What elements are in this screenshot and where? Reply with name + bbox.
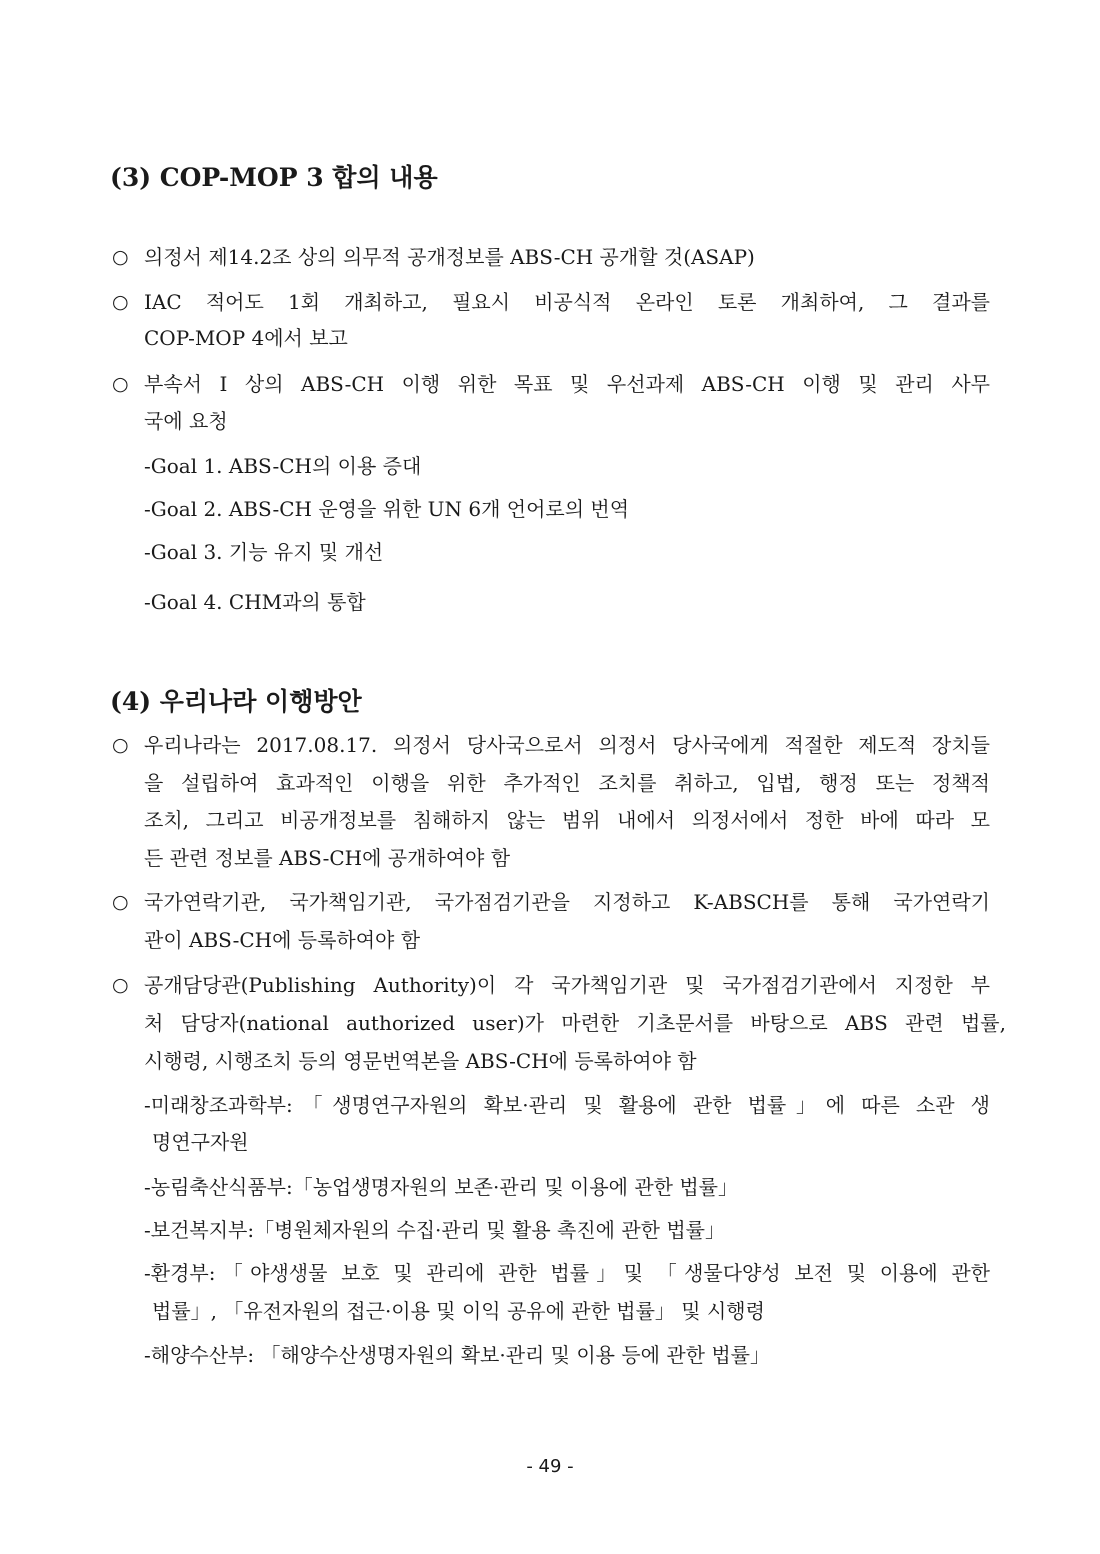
goal-item: -Goal 4. CHM과의 통합 (144, 590, 366, 614)
goal-item: -Goal 1. ABS-CH의 이용 증대 (144, 454, 422, 478)
ministry-item-line2: 명연구자원 (152, 1130, 249, 1154)
ministry-item: -해양수산부: 「해양수산생명자원의 확보·관리 및 이용 등에 관한 법률」 (144, 1343, 770, 1367)
s3-item1-line1: 의정서 제14.2조 상의 의무적 공개정보를 ABS-CH 공개할 것(ASAP) (144, 245, 755, 269)
s3-item2-line2: COP-MOP 4에서 보고 (144, 326, 348, 350)
bullet-marker: ○ (112, 891, 129, 913)
page-number: - 49 - (526, 1456, 574, 1477)
bullet-marker: ○ (112, 974, 129, 996)
s3-item3-line2: 국에 요청 (144, 409, 228, 433)
bullet-marker: ○ (112, 246, 129, 268)
section-4-heading: (4) 우리나라 이행방안 (110, 687, 362, 716)
bullet-marker: ○ (112, 291, 129, 313)
section-3-heading: (3) COP-MOP 3 합의 내용 (110, 163, 438, 192)
s4-item1-line1: 우리나라는 2017.08.17. 의정서 당사국으로서 의정서 당사국에게 적절한 제도적 장치들 (144, 733, 990, 757)
ministry-item: -보건복지부:「병원체자원의 수집·관리 및 활용 촉진에 관한 법률」 (144, 1218, 725, 1242)
bullet-marker: ○ (112, 734, 129, 756)
s4-item3-line2: 처 담당자(national authorized user)가 마련한 기초문서를 바탕으로 ABS 관련 법률, (144, 1011, 1006, 1035)
s4-item3-line1: 공개담당관(Publishing Authority)이 각 국가책임기관 및 국가점검기관에서 지정한 부 (144, 973, 990, 997)
s4-item1-line3: 조치, 그리고 비공개정보를 침해하지 않는 범위 내에서 의정서에서 정한 바에 따라 모 (144, 808, 990, 832)
goal-item: -Goal 3. 기능 유지 및 개선 (144, 540, 384, 564)
s4-item2-line2: 관이 ABS-CH에 등록하여야 함 (144, 928, 421, 952)
ministry-item-line1: -환경부:「야생생물 보호 및 관리에 관한 법률」및 「생물다양성 보전 및 이용에 관한 (144, 1261, 990, 1285)
ministry-item-line2: 법률」, 「유전자원의 접근·이용 및 이익 공유에 관한 법률」 및 시행령 (152, 1299, 765, 1323)
s4-item1-line2: 을 설립하여 효과적인 이행을 위한 추가적인 조치를 취하고, 입법, 행정 또는 정책적 (144, 771, 990, 795)
ministry-item-line1: -미래창조과학부:「생명연구자원의 확보·관리 및 활용에 관한 법률」에 따른 소관 생 (144, 1093, 990, 1117)
s4-item3-line3: 시행령, 시행조치 등의 영문번역본을 ABS-CH에 등록하여야 함 (144, 1049, 697, 1073)
s4-item2-line1: 국가연락기관, 국가책임기관, 국가점검기관을 지정하고 K-ABSCH를 통해 국가연락기 (144, 890, 990, 914)
ministry-item: -농림축산식품부:「농업생명자원의 보존·관리 및 이용에 관한 법률」 (144, 1175, 738, 1199)
s3-item3-line1: 부속서 I 상의 ABS-CH 이행 위한 목표 및 우선과제 ABS-CH 이행 및 관리 사무 (144, 372, 990, 396)
s4-item1-line4: 든 관련 정보를 ABS-CH에 공개하여야 함 (144, 846, 511, 870)
s3-item2-line1: IAC 적어도 1회 개최하고, 필요시 비공식적 온라인 토론 개최하여, 그 결과를 (144, 290, 990, 314)
goal-item: -Goal 2. ABS-CH 운영을 위한 UN 6개 언어로의 번역 (144, 497, 630, 521)
bullet-marker: ○ (112, 373, 129, 395)
